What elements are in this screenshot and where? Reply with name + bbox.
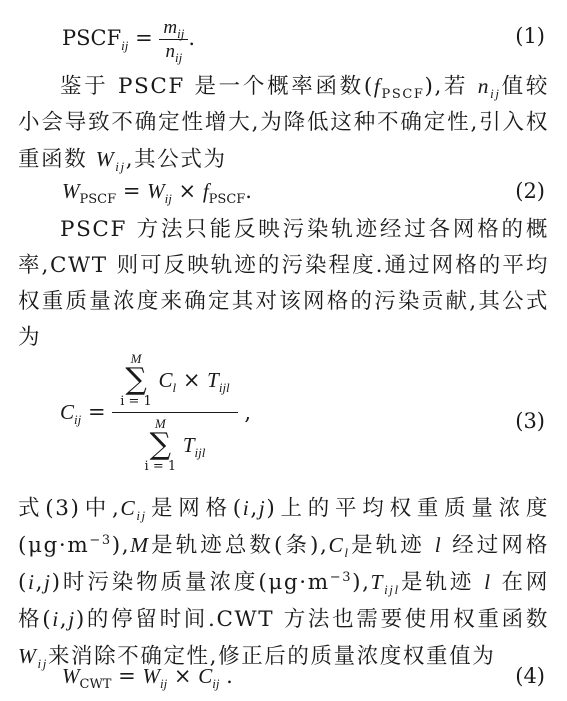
p3-cl-sub: l xyxy=(344,545,350,560)
p1-text-4: ,其公式为 xyxy=(125,147,227,172)
paragraph-1 xyxy=(18,68,549,178)
equation-1-body xyxy=(62,16,195,63)
equation-3-body xyxy=(60,352,251,473)
eq4-c: C xyxy=(198,664,213,688)
eq1-denominator-sub: ij xyxy=(174,50,183,65)
p1-f-sub: PSCF xyxy=(381,87,425,102)
p3-t-sub: ijl xyxy=(384,582,400,597)
p3-c: C xyxy=(120,496,137,520)
p3-j-1: j xyxy=(258,496,267,520)
p3-text-10: 是轨迹 xyxy=(399,570,485,595)
equation-4-body xyxy=(62,664,233,692)
equation-3 xyxy=(0,352,567,487)
eq3-sum-symbol: ∑ xyxy=(125,362,147,397)
p3-j-3: j xyxy=(68,607,76,631)
p3-i-3: i xyxy=(52,607,60,631)
eq1-lhs-sub: ij xyxy=(121,38,129,53)
eq3-den-sum-upper: M xyxy=(154,416,166,431)
equation-4-number: (4) xyxy=(515,664,545,688)
eq4-lhs-sub: CWT xyxy=(79,677,112,692)
eq1-tail: . xyxy=(188,26,196,50)
p1-text-1: 鉴于 PSCF 是一个概率函数( xyxy=(60,74,374,99)
eq1-fraction xyxy=(159,16,188,63)
p3-text-5: 是轨迹总数(条), xyxy=(149,533,329,558)
p2-text: PSCF 方法只能反映污染轨迹经过各网格的概率,CWT 则可反映轨迹的污染程度.通过网格的平均权重质量浓度来确定其对该网格的污染贡献,其公式为 xyxy=(18,217,549,350)
eq1-denominator: n xyxy=(165,41,175,62)
eq3-lhs-sub: ij xyxy=(74,412,82,427)
p3-text-13: 来消除不确定性,修正后的质量浓度权重值为 xyxy=(47,644,496,669)
paragraph-3 xyxy=(18,490,549,675)
p3-text-11: 在网格( xyxy=(18,570,549,632)
eq3-den-t-sub: ijl xyxy=(194,444,206,460)
eq4-tail: . xyxy=(226,664,233,688)
equation-2-number: (2) xyxy=(515,179,545,203)
eq3-den-t: T xyxy=(182,432,195,457)
p1-w-sub: ij xyxy=(115,159,126,174)
p3-i-1: i xyxy=(242,496,251,520)
eq2-times: × xyxy=(178,179,197,203)
equation-2-body xyxy=(62,179,252,207)
eq3-num-c-sub: l xyxy=(172,379,177,395)
p3-exp-2: −3 xyxy=(329,570,353,585)
p3-text-7: 经过网格( xyxy=(18,533,549,595)
eq3-lhs: C xyxy=(60,400,75,424)
eq4-equals: = xyxy=(118,664,136,688)
p3-text-6: 是轨迹 xyxy=(349,533,435,558)
eq3-sum-upper: M xyxy=(130,351,142,366)
p3-text-8: )时污染物质量浓度(μg·m xyxy=(51,570,330,595)
eq3-fraction xyxy=(112,352,237,473)
eq3-num-t-sub: ijl xyxy=(218,379,230,395)
p1-text-2: ),若 xyxy=(424,74,478,99)
eq2-tail: . xyxy=(245,179,252,203)
eq2-w: W xyxy=(147,179,165,203)
eq2-lhs: W xyxy=(62,179,80,203)
eq4-times: × xyxy=(173,664,192,688)
eq3-num-t: T xyxy=(207,367,219,392)
p1-w: W xyxy=(95,147,116,171)
eq1-equals: = xyxy=(135,26,153,50)
eq3-num-c: C xyxy=(158,367,173,392)
p3-exp-1: −3 xyxy=(89,533,112,548)
p3-i-2: i xyxy=(28,570,36,594)
eq3-den-sum-symbol: ∑ xyxy=(149,427,172,462)
p1-n: n xyxy=(477,74,491,98)
p1-n-sub: ij xyxy=(490,86,501,101)
p3-w: W xyxy=(18,644,38,668)
eq4-w-sub: ij xyxy=(159,676,168,691)
eq1-numerator: m xyxy=(163,17,178,38)
equation-3-number: (3) xyxy=(515,409,545,433)
eq1-numerator-sub: ij xyxy=(177,26,185,41)
eq4-w: W xyxy=(142,664,160,688)
eq3-equals: = xyxy=(87,400,106,424)
p3-text-4: ), xyxy=(111,533,131,558)
p3-m: M xyxy=(130,533,150,557)
p3-text-3: )上的平均权重质量浓度(μg·m xyxy=(18,496,549,558)
p3-cl: C xyxy=(328,533,345,557)
eq2-equals: = xyxy=(122,179,141,203)
p1-f: f xyxy=(373,74,382,98)
eq3-den-sum-lower: i = 1 xyxy=(144,459,177,474)
p3-j-2: j xyxy=(44,570,52,594)
p3-text-12: )的停留时间.CWT 方法也需要使用权重函数 xyxy=(75,607,549,632)
p3-comma-1: , xyxy=(250,496,259,521)
eq3-tail: , xyxy=(244,400,252,425)
eq3-sum-numerator xyxy=(120,352,152,408)
p3-text-9: ), xyxy=(352,570,371,595)
eq2-f: f xyxy=(202,179,209,203)
eq2-w-sub: ij xyxy=(164,191,172,206)
p3-text-2: 是网格( xyxy=(146,496,243,521)
p1-text-3: 值较小会导致不确定性增大,为降低这种不确定性,引入权重函数 xyxy=(18,74,549,172)
p3-w-sub: ij xyxy=(37,656,48,671)
eq1-lhs: PSCF xyxy=(62,26,122,50)
eq3-sum-denominator xyxy=(145,417,177,473)
eq2-f-sub: PSCF xyxy=(208,192,246,207)
p3-l-2: l xyxy=(484,570,492,594)
eq3-times: × xyxy=(182,367,201,392)
equation-1-number: (1) xyxy=(515,24,545,48)
p3-comma-2: , xyxy=(35,570,45,595)
equation-4 xyxy=(0,660,567,700)
eq4-lhs: W xyxy=(62,664,80,688)
p3-t: T xyxy=(370,570,385,594)
eq3-sum-lower: i = 1 xyxy=(120,394,152,409)
p3-text-1: 式(3)中, xyxy=(18,496,121,521)
equation-1 xyxy=(0,10,567,65)
equation-2 xyxy=(0,173,567,213)
p3-comma-3: , xyxy=(59,607,69,632)
eq2-lhs-sub: PSCF xyxy=(79,192,117,207)
eq4-c-sub: ij xyxy=(212,676,220,691)
paragraph-2 xyxy=(18,212,549,356)
p3-l-1: l xyxy=(434,533,443,557)
p3-c-sub: ij xyxy=(136,508,147,523)
